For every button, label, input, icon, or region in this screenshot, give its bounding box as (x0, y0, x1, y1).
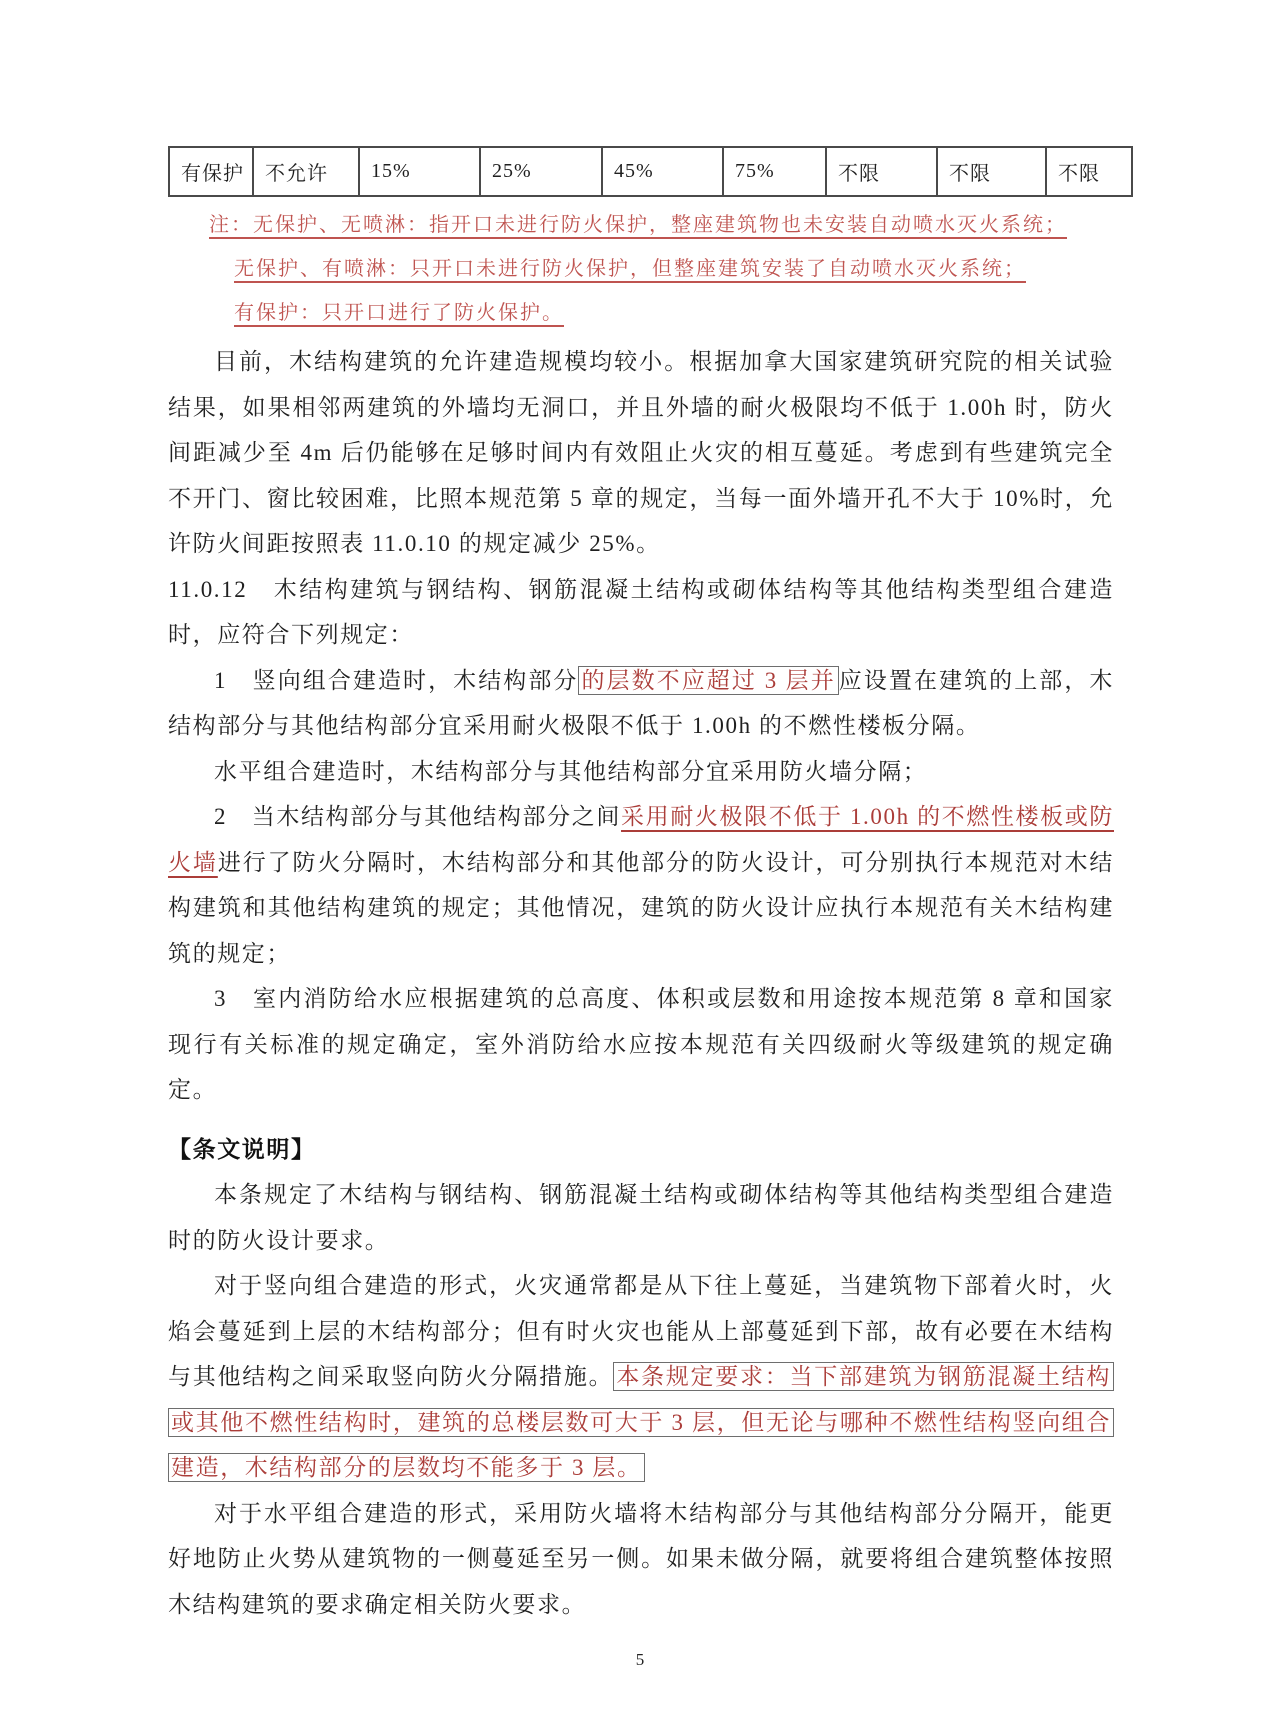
opening-protection-table (168, 146, 1133, 197)
paragraph-explanation-2 (168, 1263, 1114, 1491)
table-cell: 15% (359, 147, 480, 196)
table-cell: 不限 (826, 147, 937, 196)
paragraph-item-1b: 水平组合建造时，木结构部分与其他结构部分宜采用防火墙分隔； (214, 758, 928, 784)
note-text: 有保护：只开口进行了防火保护。 (234, 302, 564, 324)
page-content (168, 146, 1114, 1627)
note-line-1 (168, 203, 1114, 247)
item-2-text: 进行了防火分隔时，木结构部分和其他部分的防火设计，可分别执行本规范对木结构建筑和其他结构建筑的规定；其他情况，建筑的防火设计应执行本规范有关木结构建筑的规定； (168, 849, 1114, 966)
table-cell: 25% (480, 147, 602, 196)
note-text: 无保护、有喷淋：只开口未进行防火保护，但整座建筑安装了自动喷水灭火系统； (234, 258, 1026, 280)
paragraph-explanation-3: 对于水平组合建造的形式，采用防火墙将木结构部分与其他结构部分分隔开，能更好地防止火势从建筑物的一侧蔓延至另一侧。如果未做分隔，就要将组合建筑整体按照木结构建筑的要求确定相关防火要求。 (168, 1500, 1114, 1617)
paragraph-item-2 (168, 794, 1114, 976)
note-line-2 (168, 247, 1114, 291)
item-2-text: 2 当木结构部分与其他结构部分之间 (214, 804, 622, 829)
page-number: 5 (635, 1650, 645, 1669)
paragraph-item-1 (168, 658, 1114, 749)
table-row (169, 147, 1132, 196)
table-cell: 不限 (937, 147, 1046, 196)
item-1-boxed-revision: 的层数不应超过 3 层并 (578, 666, 838, 695)
table-notes (168, 203, 1114, 335)
paragraph-intro: 目前，木结构建筑的允许建造规模均较小。根据加拿大国家建筑研究院的相关试验结果，如果相邻两建筑的外墙均无洞口，并且外墙的耐火极限均不低于 1.00h 时，防火间距减少至 4m 后仍能够在足够时间内有效阻止火灾的相互蔓延。考虑到有些建筑完全不开门、窗比较困难，比照本规范第 5 章的规定，当每一面外墙开孔不大于 10%时，允许防火间距按照表 11.0.10 的规定减少 25%。 (168, 349, 1114, 556)
table-cell: 有保护 (169, 147, 253, 196)
note-line-3 (168, 291, 1114, 335)
item-1-text: 1 竖向组合建造时，木结构部分 (214, 667, 579, 693)
explanation-2-boxed-revision: 本条规定要求：当下部建筑为钢筋混凝土结构或其他不燃性结构时，建筑的总楼层数可大于 3 层，但无论与哪种不燃性结构竖向组合建造，木结构部分的层数均不能多于 3 层。 (168, 1362, 1114, 1482)
paragraph-explanation-1: 本条规定了木结构与钢结构、钢筋混凝土结构或砌体结构等其他结构类型组合建造时的防火设计要求。 (168, 1182, 1114, 1253)
table-cell: 75% (723, 147, 826, 196)
explanation-section-header: 【条文说明】 (168, 1136, 316, 1162)
table-cell: 45% (602, 147, 723, 196)
paragraph-clause-11-0-12: 11.0.12 木结构建筑与钢结构、钢筋混凝土结构或砌体结构等其他结构类型组合建造时，应符合下列规定： (168, 576, 1114, 647)
explanation-2-text: 对于竖向组合建造的形式，火灾通常都是从下往上蔓延，当建筑物下部着火时，火焰会蔓延到上层的木结构部分；但有时火灾也能从上部蔓延到下部，故有必要在木结构与其他结构之间采取竖向防火分隔措施。 (168, 1273, 1114, 1389)
note-text: 注：无保护、无喷淋：指开口未进行防火保护，整座建筑物也未安装自动喷水灭火系统； (209, 214, 1067, 236)
item-1-text: 应设置在建筑的上部，木结构部分与其他结构部分宜采用耐火极限不低于 1.00h 的不燃性楼板分隔。 (168, 667, 1115, 738)
paragraph-item-3: 3 室内消防给水应根据建筑的总高度、体积或层数和用途按本规范第 8 章和国家现行有关标准的规定确定，室外消防给水应按本规范有关四级耐火等级建筑的规定确定。 (168, 986, 1114, 1102)
item-2-underlined-revision: 采用耐火极限不低于 1.00h 的不燃性楼板或防火墙 (168, 804, 1114, 875)
table-cell: 不限 (1046, 147, 1132, 196)
table-cell: 不允许 (253, 147, 359, 196)
